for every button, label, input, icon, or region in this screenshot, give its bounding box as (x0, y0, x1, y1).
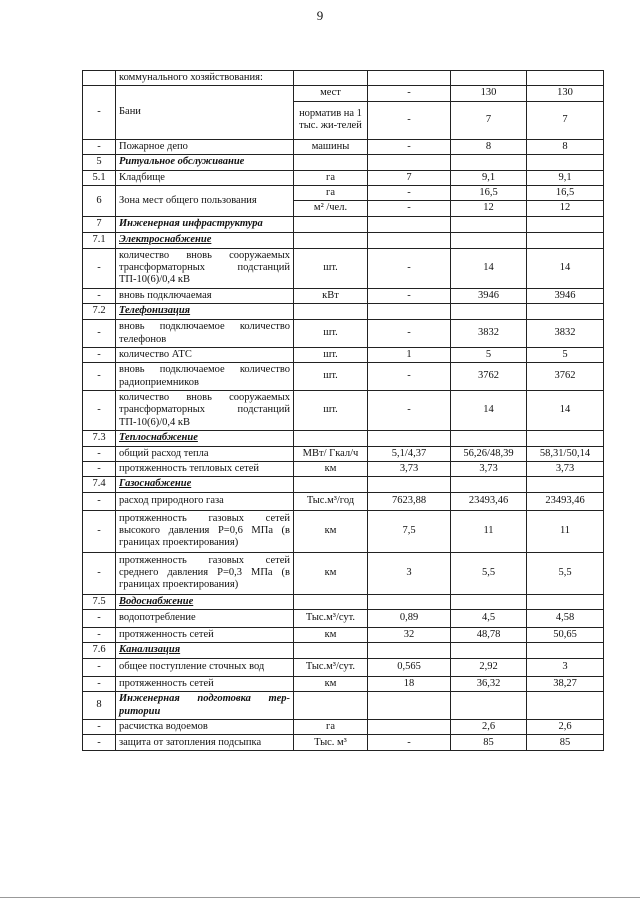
value-existing (368, 431, 451, 446)
value-estimated: 5 (527, 347, 604, 362)
unit-cell: км (294, 510, 368, 552)
value-first-stage: 3946 (451, 288, 527, 303)
row-name: количество вновь сооружаемых трансформаторных подстанций ТП-10(6)/0,4 кВ (116, 391, 294, 431)
value-existing (368, 692, 451, 720)
unit-cell: шт. (294, 347, 368, 362)
table-row (83, 288, 604, 303)
value-estimated (527, 477, 604, 492)
table-row (83, 461, 604, 476)
table-row (83, 347, 604, 362)
value-first-stage: 5 (451, 347, 527, 362)
section-row (83, 232, 604, 248)
value-existing: 5,1/4,37 (368, 446, 451, 461)
value-first-stage: 48,78 (451, 628, 527, 643)
row-number: 7.1 (83, 232, 116, 248)
row-number: - (83, 446, 116, 461)
row-number: 7.5 (83, 594, 116, 609)
table-row (83, 170, 604, 185)
row-name: Инженерная подготовка тер-ритории (116, 692, 294, 720)
row-name: протяженность газовых сетей высокого давления P=0,6 МПа (в границах проектирования) (116, 510, 294, 552)
table-row (83, 510, 604, 552)
page-edge-line (0, 897, 640, 898)
value-first-stage: 3762 (451, 363, 527, 391)
row-name: Канализация (116, 643, 294, 658)
value-estimated: 12 (527, 201, 604, 216)
row-number: - (83, 658, 116, 676)
value-existing: 32 (368, 628, 451, 643)
value-first-stage: 130 (451, 86, 527, 101)
row-number: - (83, 139, 116, 154)
value-existing: - (368, 288, 451, 303)
value-first-stage: 2,6 (451, 719, 527, 734)
table-row (83, 363, 604, 391)
row-number: 8 (83, 692, 116, 720)
value-estimated (527, 594, 604, 609)
value-existing: - (368, 391, 451, 431)
unit-cell (294, 692, 368, 720)
section-row (83, 692, 604, 720)
value-existing: 0,565 (368, 658, 451, 676)
row-number: 7.4 (83, 477, 116, 492)
value-first-stage (451, 477, 527, 492)
value-existing: - (368, 201, 451, 216)
value-first-stage: 3,73 (451, 461, 527, 476)
unit-cell: км (294, 552, 368, 594)
unit-cell (294, 643, 368, 658)
section-row (83, 594, 604, 609)
indicators-table (82, 70, 604, 751)
value-estimated: 58,31/50,14 (527, 446, 604, 461)
unit-cell (294, 431, 368, 446)
unit-cell: Тыс.м³/год (294, 492, 368, 510)
row-name: расчистка водоемов (116, 719, 294, 734)
unit-cell (294, 232, 368, 248)
row-number: - (83, 719, 116, 734)
row-name: Электроснабжение (116, 232, 294, 248)
value-estimated: 3,73 (527, 461, 604, 476)
value-estimated (527, 155, 604, 170)
value-existing: 3 (368, 552, 451, 594)
value-first-stage: 36,32 (451, 676, 527, 691)
value-estimated: 130 (527, 86, 604, 101)
row-name: вновь подключаемая (116, 288, 294, 303)
row-name: протяженность тепловых сетей (116, 461, 294, 476)
value-estimated: 50,65 (527, 628, 604, 643)
row-name: Телефонизация (116, 304, 294, 320)
value-existing: - (368, 86, 451, 101)
value-estimated: 85 (527, 735, 604, 751)
unit-cell: шт. (294, 363, 368, 391)
value-estimated: 3 (527, 658, 604, 676)
value-existing: 3,73 (368, 461, 451, 476)
unit-cell: Тыс.м³/сут. (294, 610, 368, 628)
row-number: 6 (83, 185, 116, 216)
value-first-stage (451, 232, 527, 248)
unit-cell: кВт (294, 288, 368, 303)
row-number: 7.2 (83, 304, 116, 320)
value-estimated: 3832 (527, 320, 604, 348)
unit-cell: га (294, 185, 368, 200)
row-name: общее поступление сточных вод (116, 658, 294, 676)
table-row (83, 185, 604, 200)
row-number: - (83, 492, 116, 510)
value-first-stage: 16,5 (451, 185, 527, 200)
table-row (83, 139, 604, 154)
row-name: расход природного газа (116, 492, 294, 510)
unit-cell (294, 304, 368, 320)
value-first-stage (451, 594, 527, 609)
row-number: - (83, 347, 116, 362)
row-number (83, 71, 116, 86)
table-row (83, 446, 604, 461)
value-estimated: 14 (527, 391, 604, 431)
value-estimated (527, 216, 604, 232)
value-existing (368, 216, 451, 232)
value-existing: - (368, 101, 451, 139)
row-name: Теплоснабжение (116, 431, 294, 446)
section-row (83, 477, 604, 492)
value-estimated: 23493,46 (527, 492, 604, 510)
section-row (83, 216, 604, 232)
value-existing: 7 (368, 170, 451, 185)
row-name: Ритуальное обслуживание (116, 155, 294, 170)
value-estimated: 4,58 (527, 610, 604, 628)
unit-cell (294, 594, 368, 609)
row-name: протяженность сетей (116, 676, 294, 691)
value-estimated: 38,27 (527, 676, 604, 691)
value-first-stage: 56,26/48,39 (451, 446, 527, 461)
row-number: - (83, 461, 116, 476)
value-estimated: 7 (527, 101, 604, 139)
row-name: вновь подключаемое количество телефонов (116, 320, 294, 348)
unit-cell: Тыс.м³/сут. (294, 658, 368, 676)
table-row (83, 320, 604, 348)
section-row (83, 431, 604, 446)
value-existing: - (368, 139, 451, 154)
row-number: - (83, 735, 116, 751)
row-number: 7.3 (83, 431, 116, 446)
row-name: Инженерная инфраструктура (116, 216, 294, 232)
value-first-stage: 3832 (451, 320, 527, 348)
value-existing: 7623,88 (368, 492, 451, 510)
value-estimated: 16,5 (527, 185, 604, 200)
value-first-stage (451, 71, 527, 86)
unit-cell (294, 477, 368, 492)
value-estimated: 11 (527, 510, 604, 552)
row-number: - (83, 288, 116, 303)
row-number: - (83, 391, 116, 431)
value-estimated (527, 71, 604, 86)
value-estimated: 3762 (527, 363, 604, 391)
value-estimated (527, 643, 604, 658)
value-estimated: 3946 (527, 288, 604, 303)
row-name: водопотребление (116, 610, 294, 628)
unit-cell: км (294, 461, 368, 476)
value-first-stage: 4,5 (451, 610, 527, 628)
value-first-stage: 23493,46 (451, 492, 527, 510)
value-existing (368, 594, 451, 609)
unit-cell (294, 216, 368, 232)
row-number: - (83, 248, 116, 288)
value-first-stage (451, 216, 527, 232)
value-first-stage (451, 304, 527, 320)
page-number: 9 (316, 8, 324, 23)
unit-cell: га (294, 170, 368, 185)
value-existing (368, 477, 451, 492)
value-first-stage: 85 (451, 735, 527, 751)
value-existing (368, 155, 451, 170)
value-estimated: 14 (527, 248, 604, 288)
unit-cell: км (294, 676, 368, 691)
table-row (83, 86, 604, 101)
unit-cell: шт. (294, 391, 368, 431)
row-name: Бани (116, 86, 294, 139)
unit-cell: шт. (294, 248, 368, 288)
value-first-stage: 14 (451, 248, 527, 288)
unit-cell: шт. (294, 320, 368, 348)
value-first-stage: 9,1 (451, 170, 527, 185)
value-existing (368, 719, 451, 734)
value-estimated (527, 692, 604, 720)
table-row (83, 71, 604, 86)
unit-cell: машины (294, 139, 368, 154)
value-first-stage: 5,5 (451, 552, 527, 594)
table-row (83, 610, 604, 628)
value-existing (368, 232, 451, 248)
value-existing: 7,5 (368, 510, 451, 552)
row-number: - (83, 610, 116, 628)
row-name: Кладбище (116, 170, 294, 185)
value-estimated: 9,1 (527, 170, 604, 185)
row-number: 7.6 (83, 643, 116, 658)
row-name: протяженность сетей (116, 628, 294, 643)
value-first-stage: 2,92 (451, 658, 527, 676)
row-name: Водоснабжение (116, 594, 294, 609)
value-first-stage: 11 (451, 510, 527, 552)
row-name: количество вновь сооружаемых трансформаторных подстанций ТП-10(6)/0,4 кВ (116, 248, 294, 288)
row-name: коммунального хозяйствования: (116, 71, 294, 86)
unit-cell: км (294, 628, 368, 643)
row-number: - (83, 510, 116, 552)
value-existing: 1 (368, 347, 451, 362)
unit-cell: га (294, 719, 368, 734)
value-estimated: 5,5 (527, 552, 604, 594)
row-name: общий расход тепла (116, 446, 294, 461)
table-row (83, 658, 604, 676)
row-name: Газоснабжение (116, 477, 294, 492)
value-first-stage: 8 (451, 139, 527, 154)
row-number: 5 (83, 155, 116, 170)
row-name: количество АТС (116, 347, 294, 362)
table-row (83, 676, 604, 691)
unit-cell: МВт/ Гкал/ч (294, 446, 368, 461)
row-number: 7 (83, 216, 116, 232)
value-first-stage (451, 431, 527, 446)
value-first-stage (451, 643, 527, 658)
value-existing (368, 71, 451, 86)
value-existing: - (368, 248, 451, 288)
unit-cell (294, 155, 368, 170)
row-name: Зона мест общего пользования (116, 185, 294, 216)
value-first-stage (451, 155, 527, 170)
row-number: - (83, 320, 116, 348)
unit-cell (294, 71, 368, 86)
row-number: 5.1 (83, 170, 116, 185)
value-existing: - (368, 363, 451, 391)
row-number: - (83, 86, 116, 139)
table-row (83, 552, 604, 594)
value-existing: 18 (368, 676, 451, 691)
value-existing (368, 304, 451, 320)
value-estimated: 2,6 (527, 719, 604, 734)
table-row (83, 492, 604, 510)
value-first-stage: 14 (451, 391, 527, 431)
value-existing (368, 643, 451, 658)
row-number: - (83, 676, 116, 691)
unit-cell: Тыс. м³ (294, 735, 368, 751)
table-row (83, 735, 604, 751)
unit-cell: мест (294, 86, 368, 101)
value-first-stage: 7 (451, 101, 527, 139)
section-row (83, 643, 604, 658)
unit-cell: норматив на 1 тыс. жи-телей (294, 101, 368, 139)
value-first-stage: 12 (451, 201, 527, 216)
row-number: - (83, 552, 116, 594)
value-estimated (527, 232, 604, 248)
value-existing: - (368, 185, 451, 200)
table-row (83, 628, 604, 643)
table-row (83, 248, 604, 288)
value-estimated (527, 431, 604, 446)
row-name: протяженность газовых сетей среднего давления P=0,3 МПа (в границах проектирования) (116, 552, 294, 594)
table-row (83, 391, 604, 431)
row-name: вновь подключаемое количество радиоприемников (116, 363, 294, 391)
unit-cell: м² /чел. (294, 201, 368, 216)
value-first-stage (451, 692, 527, 720)
value-existing: - (368, 320, 451, 348)
value-existing: - (368, 735, 451, 751)
row-name: Пожарное депо (116, 139, 294, 154)
row-number: - (83, 628, 116, 643)
value-existing: 0,89 (368, 610, 451, 628)
value-estimated: 8 (527, 139, 604, 154)
table-row (83, 719, 604, 734)
value-estimated (527, 304, 604, 320)
section-row (83, 304, 604, 320)
row-name: защита от затопления подсыпка (116, 735, 294, 751)
row-number: - (83, 363, 116, 391)
section-row (83, 155, 604, 170)
